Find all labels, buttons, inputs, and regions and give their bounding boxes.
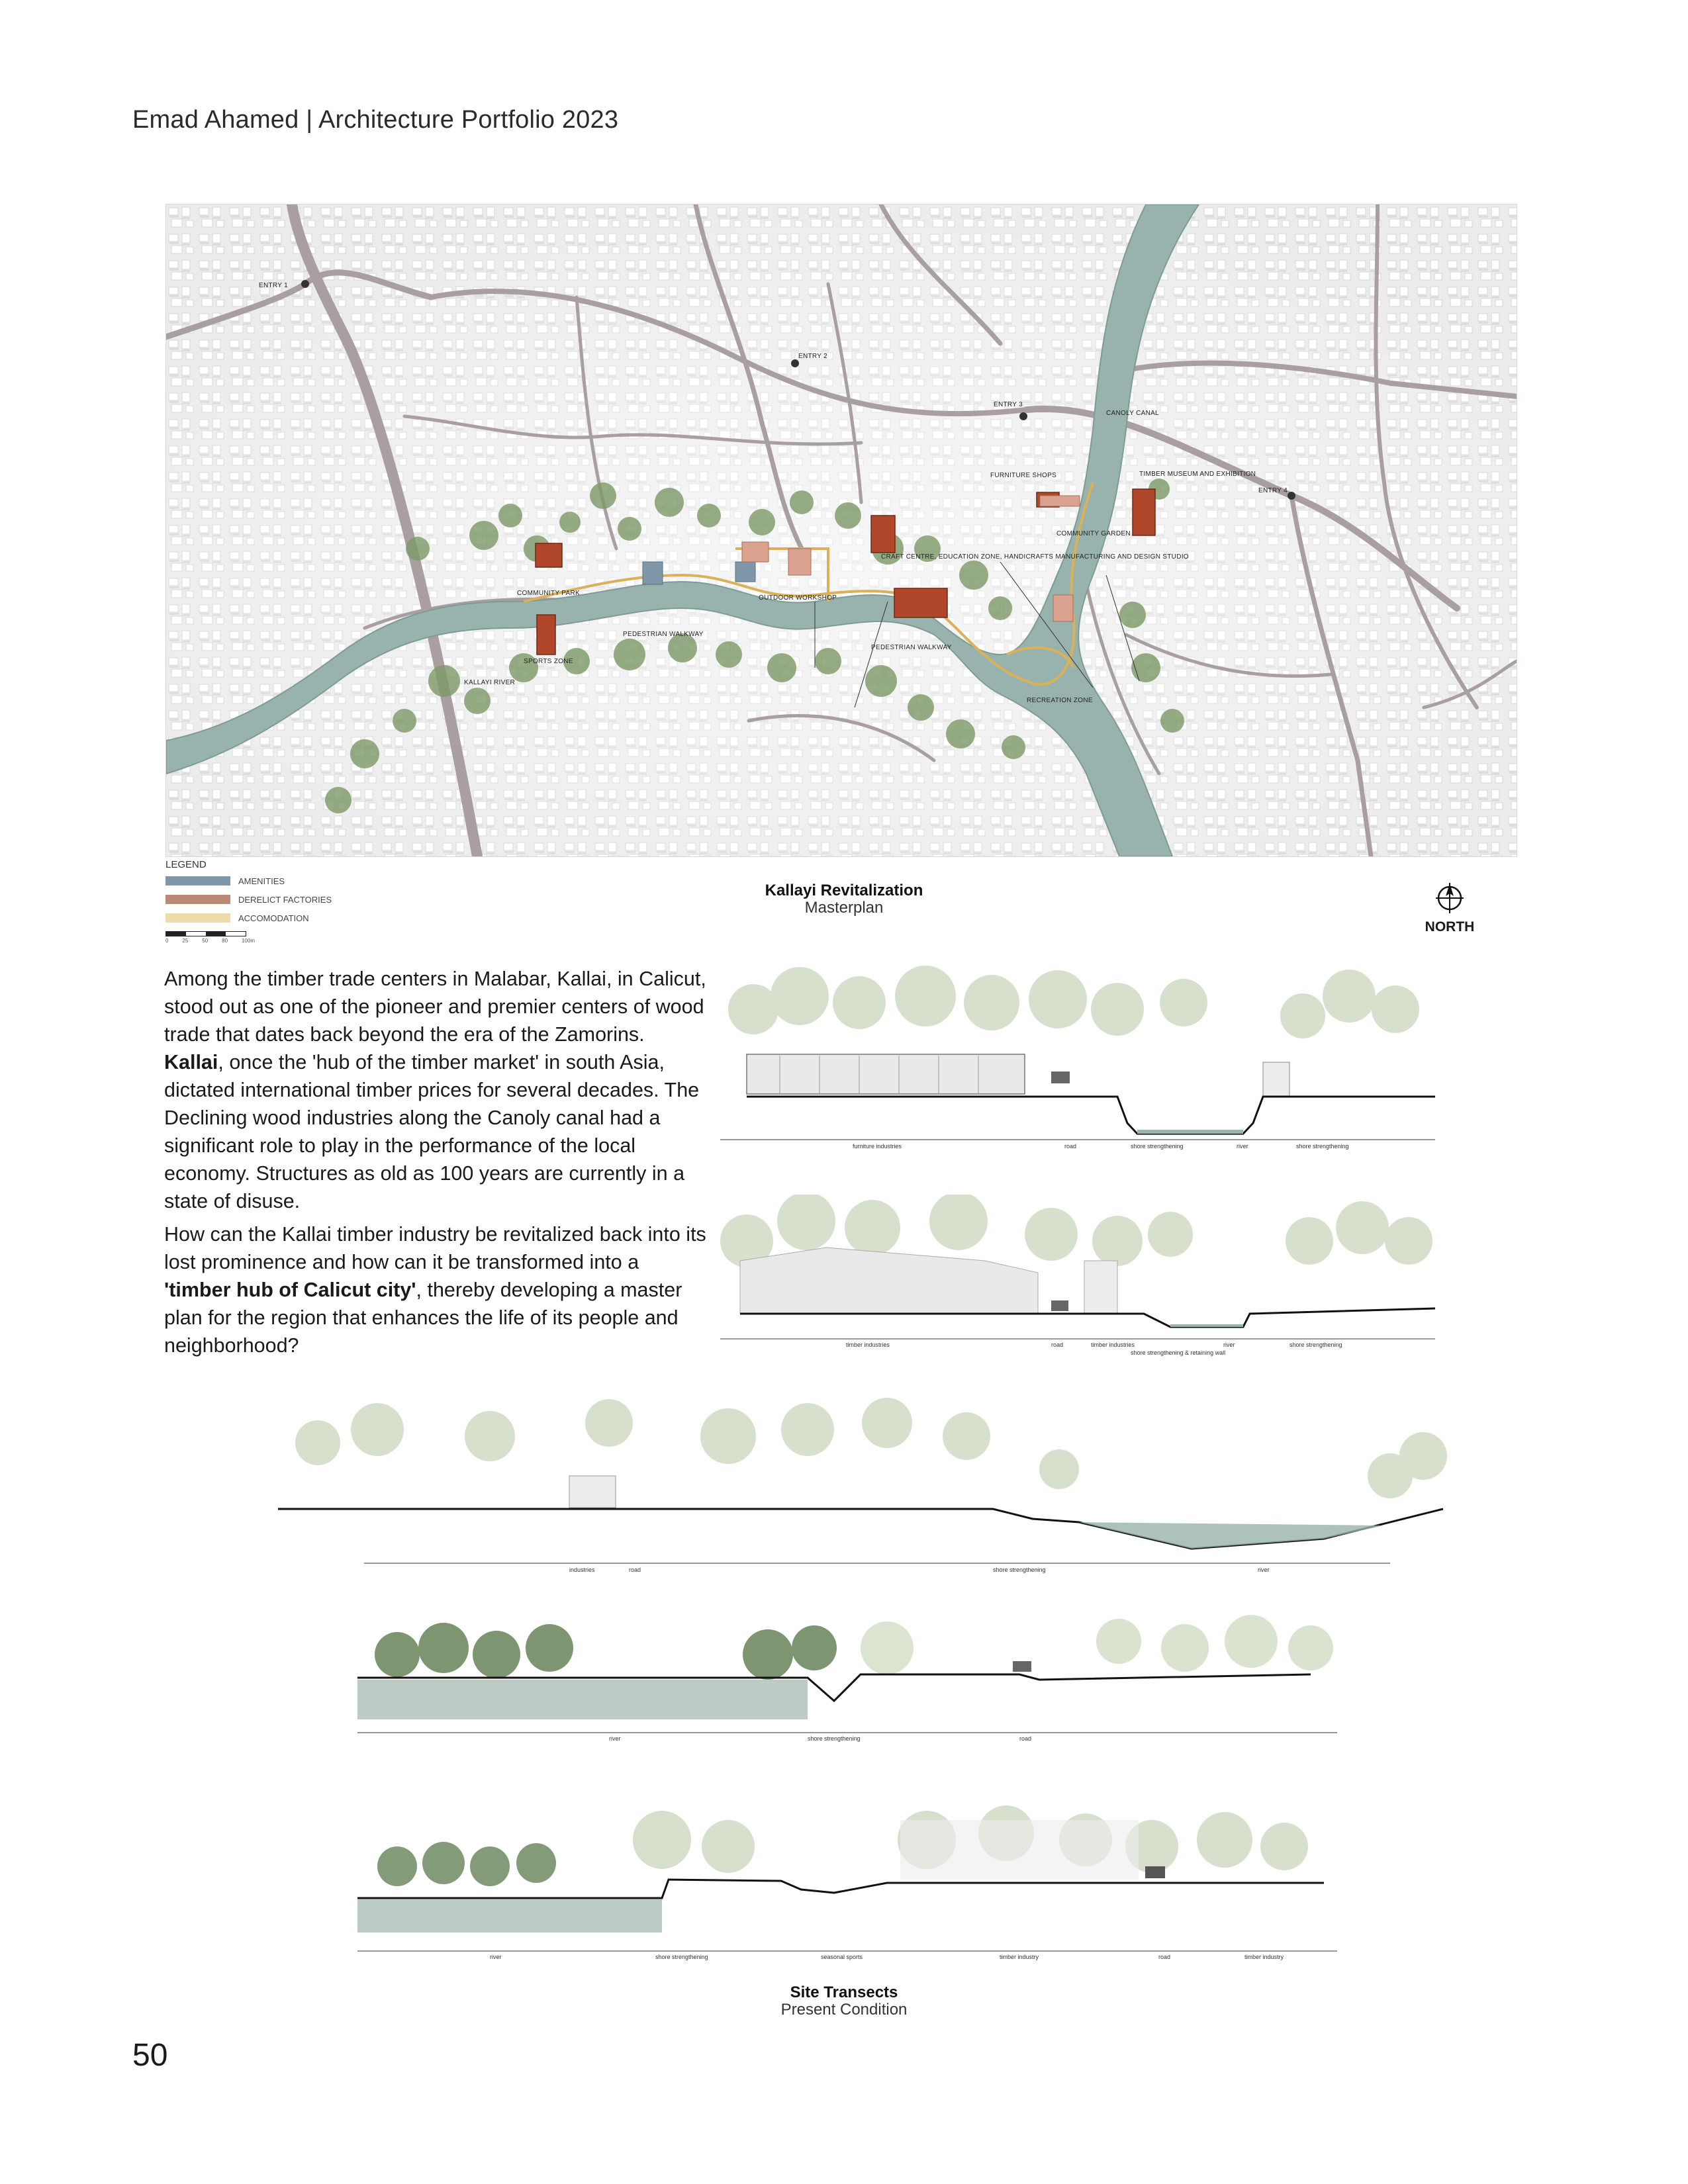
paragraph-1-bold: Kallai: [164, 1051, 218, 1073]
legend-item-accommodation: [165, 910, 430, 926]
legend-label: AMENITIES: [238, 876, 285, 886]
scale-tick: 0: [165, 938, 169, 944]
label-community-park: COMMUNITY PARK: [517, 590, 580, 597]
masterplan-caption: [695, 882, 993, 917]
label-recreation-zone: RECREATION ZONE: [1027, 697, 1093, 704]
label-pedestrian-walkway-1: PEDESTRIAN WALKWAY: [623, 631, 704, 638]
scale-ticks: [165, 938, 255, 944]
section-5-drawing: [357, 1800, 1350, 1966]
site-section-3: [265, 1377, 1470, 1575]
masterplan-map: [165, 204, 1517, 857]
transects-caption: [695, 1983, 993, 2019]
masterplan-caption-title: Kallayi Revitalization: [765, 882, 923, 899]
section-1-label: road: [1064, 1143, 1077, 1150]
north-arrow: [1423, 882, 1476, 935]
section-4-label: shore strengthening: [808, 1735, 861, 1742]
section-3-label: road: [629, 1567, 641, 1573]
portfolio-header: Emad Ahamed | Architecture Portfolio 2023: [132, 106, 619, 134]
label-entry3: ENTRY 3: [994, 401, 1023, 408]
section-4-drawing: [357, 1608, 1350, 1754]
scale-tick: 80: [222, 938, 228, 944]
masterplan-drawing: [166, 205, 1517, 856]
site-section-4: [357, 1608, 1350, 1754]
legend-swatch: [165, 895, 230, 904]
section-3-drawing: [265, 1377, 1470, 1575]
scale-tick: 100m: [241, 938, 255, 944]
transects-caption-title: Site Transects: [790, 1983, 898, 2001]
section-4-label: river: [609, 1735, 621, 1742]
section-3-label: industries: [569, 1567, 595, 1573]
north-label: NORTH: [1425, 919, 1475, 934]
legend-swatch: [165, 913, 230, 923]
scale-bar: [165, 931, 246, 936]
map-legend: [165, 859, 430, 944]
section-2-label: shore strengthening & retaining wall: [1131, 1349, 1226, 1356]
compass-icon: [1433, 882, 1466, 915]
section-4-label: road: [1019, 1735, 1032, 1742]
section-1-label: shore strengthening: [1296, 1143, 1349, 1150]
section-3-label: shore strengthening: [993, 1567, 1046, 1573]
paragraph-1-text-b: , once the 'hub of the timber market' in south Asia, dictated international timber prices for several decades. The Declining wood industries along the Canoly canal had a significant role to play in the performance of the local economy. Structures as old as 100 years are currently in a state of disuse.: [164, 1051, 700, 1212]
paragraph-2-text-b: , thereby developing a master plan for the region that enhances the life of its people and neighborhood?: [164, 1279, 682, 1357]
page-number: 50: [132, 2038, 168, 2073]
paragraph-2: [164, 1220, 707, 1359]
section-2-label: shore strengthening: [1289, 1342, 1342, 1348]
paragraph-2-bold: 'timber hub of Calicut city': [164, 1279, 416, 1301]
site-section-2: [707, 1195, 1448, 1373]
masterplan-caption-subtitle: Masterplan: [804, 899, 884, 917]
section-5-label: road: [1158, 1954, 1171, 1960]
section-2-label: road: [1051, 1342, 1064, 1348]
section-1-label: river: [1237, 1143, 1248, 1150]
label-kallayi-river: KALLAYI RIVER: [464, 679, 516, 686]
body-text: [164, 965, 707, 1365]
label-timber-museum: TIMBER MUSEUM AND EXHIBITION: [1139, 471, 1256, 478]
label-entry1: ENTRY 1: [259, 282, 288, 289]
section-5-label: river: [490, 1954, 502, 1960]
transects-caption-subtitle: Present Condition: [780, 2001, 908, 2019]
section-3-label: river: [1258, 1567, 1270, 1573]
scale-tick: 25: [182, 938, 189, 944]
site-section-5: [357, 1800, 1350, 1966]
label-sports-zone: SPORTS ZONE: [524, 658, 573, 665]
site-section-1: [707, 956, 1448, 1155]
label-community-garden: COMMUNITY GARDEN: [1056, 530, 1131, 537]
scale-tick: 50: [202, 938, 209, 944]
label-entry2: ENTRY 2: [798, 353, 827, 360]
legend-label: ACCOMODATION: [238, 913, 309, 923]
legend-swatch: [165, 876, 230, 886]
paragraph-2-text-a: How can the Kallai timber industry be revitalized back into its lost prominence and how can it be transformed into a: [164, 1223, 706, 1273]
section-2-label: timber industries: [1091, 1342, 1135, 1348]
section-2-label: timber industries: [846, 1342, 890, 1348]
section-2-label: river: [1223, 1342, 1235, 1348]
section-2-drawing: [707, 1195, 1448, 1373]
label-craft-centre: CRAFT CENTRE, EDUCATION ZONE, HANDICRAFTS MANUFACTURING AND DESIGN STUDIO: [881, 553, 1189, 561]
section-5-label: timber industry: [1000, 1954, 1039, 1960]
section-5-label: shore strengthening: [655, 1954, 708, 1960]
legend-label: DERELICT FACTORIES: [238, 894, 332, 905]
label-furniture: FURNITURE SHOPS: [990, 472, 1057, 479]
label-pedestrian-walkway-2: PEDESTRIAN WALKWAY: [871, 644, 952, 651]
section-1-label: shore strengthening: [1131, 1143, 1184, 1150]
legend-item-amenities: [165, 873, 430, 889]
section-5-label: seasonal sports: [821, 1954, 863, 1960]
section-1-drawing: [707, 956, 1448, 1155]
legend-item-factories: [165, 891, 430, 907]
section-5-label: timber industry: [1244, 1954, 1284, 1960]
legend-title: LEGEND: [165, 859, 207, 870]
paragraph-1-text-a: Among the timber trade centers in Malabar, Kallai, in Calicut, stood out as one of the pioneer and premier centers of wood trade that dates back beyond the era of the Zamorins.: [164, 968, 706, 1046]
label-canoly: CANOLY CANAL: [1106, 410, 1159, 417]
section-1-label: furniture industries: [853, 1143, 902, 1150]
label-outdoor-workshop: OUTDOOR WORKSHOP: [759, 594, 837, 602]
paragraph-1: [164, 965, 707, 1215]
label-entry4: ENTRY 4: [1258, 487, 1288, 494]
